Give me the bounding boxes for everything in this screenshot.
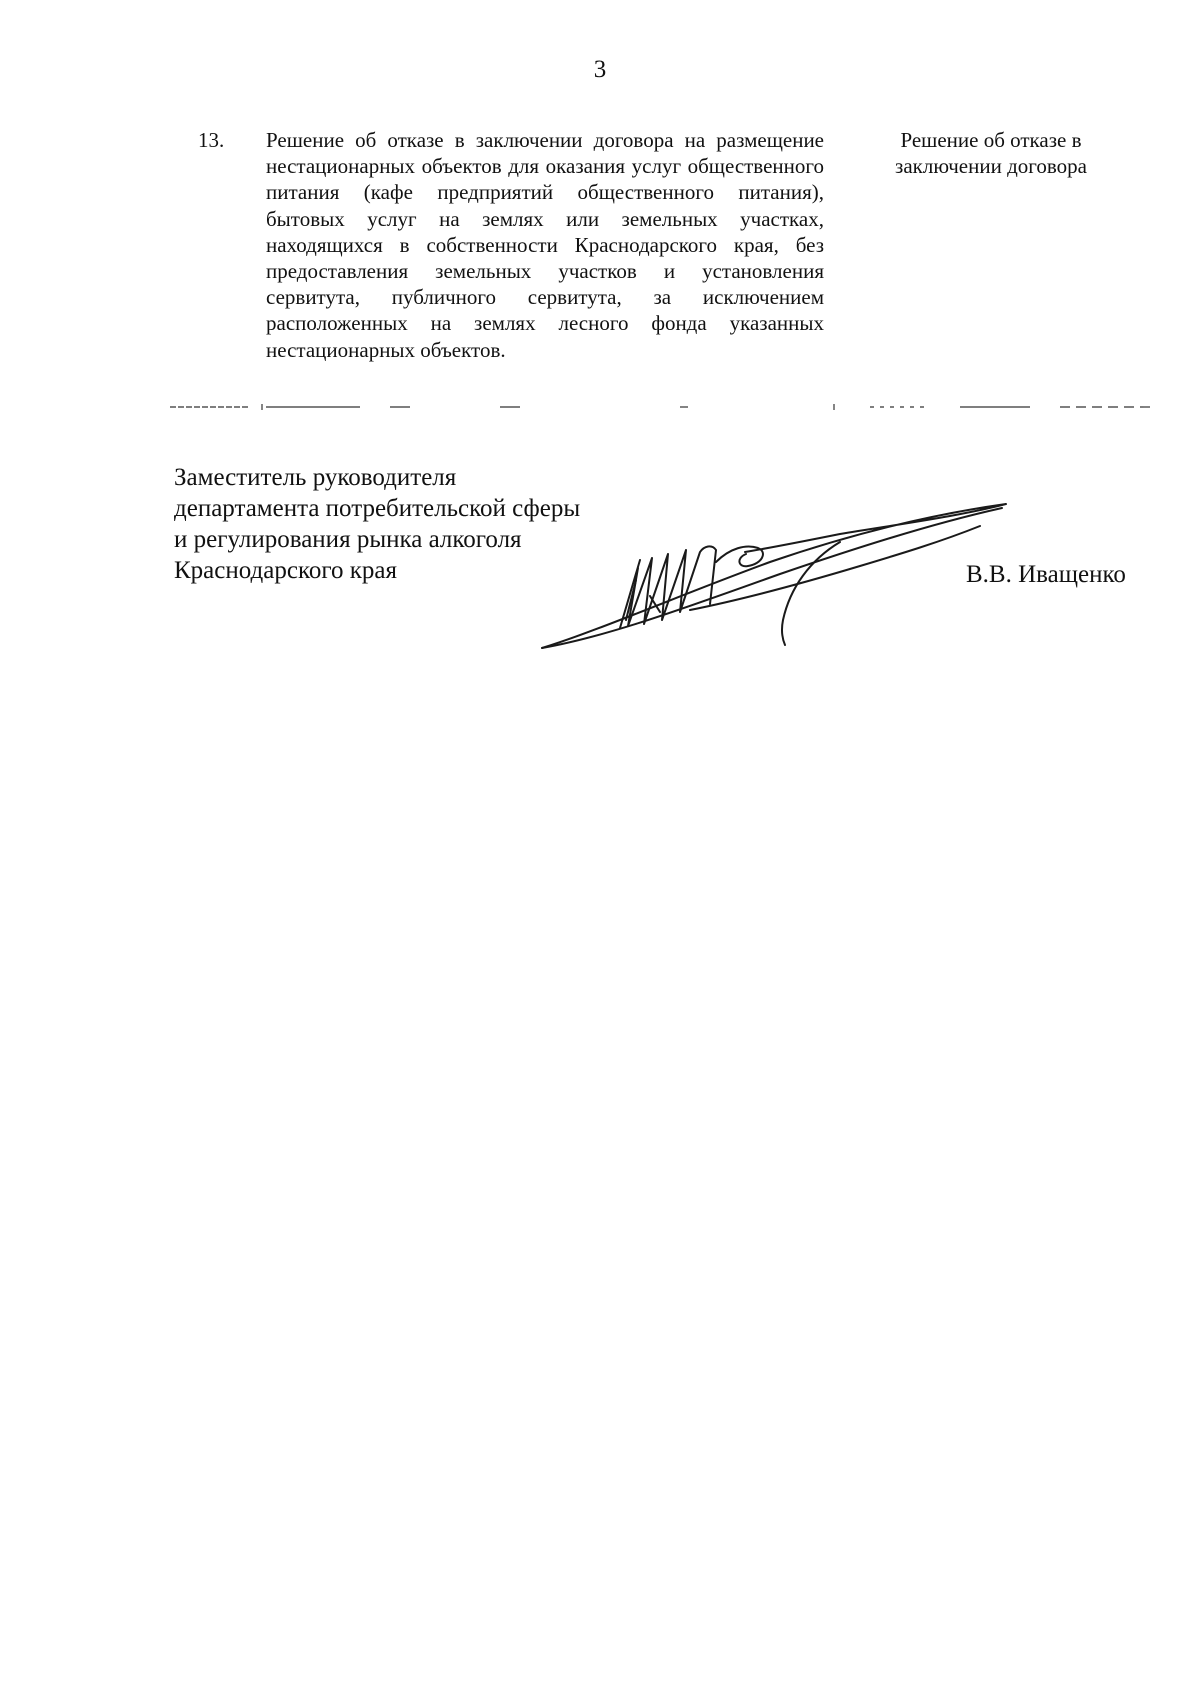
table-bottom-border	[170, 404, 1150, 410]
position-line: Заместитель руководителя	[174, 464, 457, 491]
signature-block	[174, 462, 580, 586]
row-description: Решение об отказе в заключении договора на размещение нестационарных объектов для оказания услуг общественного питания (кафе предприятий общественного питания), бытовых услуг на землях или земельных участках, находящихся в собственности Краснодарского края, без предоставления земельных участков и установления сервитута, публичного сервитута, за исключением расположенных на землях лесного фонда указанных нестационарных объектов.	[266, 128, 824, 362]
page-number: 3	[593, 56, 607, 83]
handwritten-signature	[540, 500, 1010, 660]
position-line: Краснодарского края	[174, 557, 397, 584]
position-line: департамента потребительской сферы	[174, 495, 581, 522]
row-number: 13.	[198, 128, 225, 152]
row-result: Решение об отказе в заключении договора	[895, 128, 1087, 179]
signatory-name: В.В. Иващенко	[966, 561, 1126, 588]
position-line: и регулирования рынка алкоголя	[174, 526, 522, 553]
